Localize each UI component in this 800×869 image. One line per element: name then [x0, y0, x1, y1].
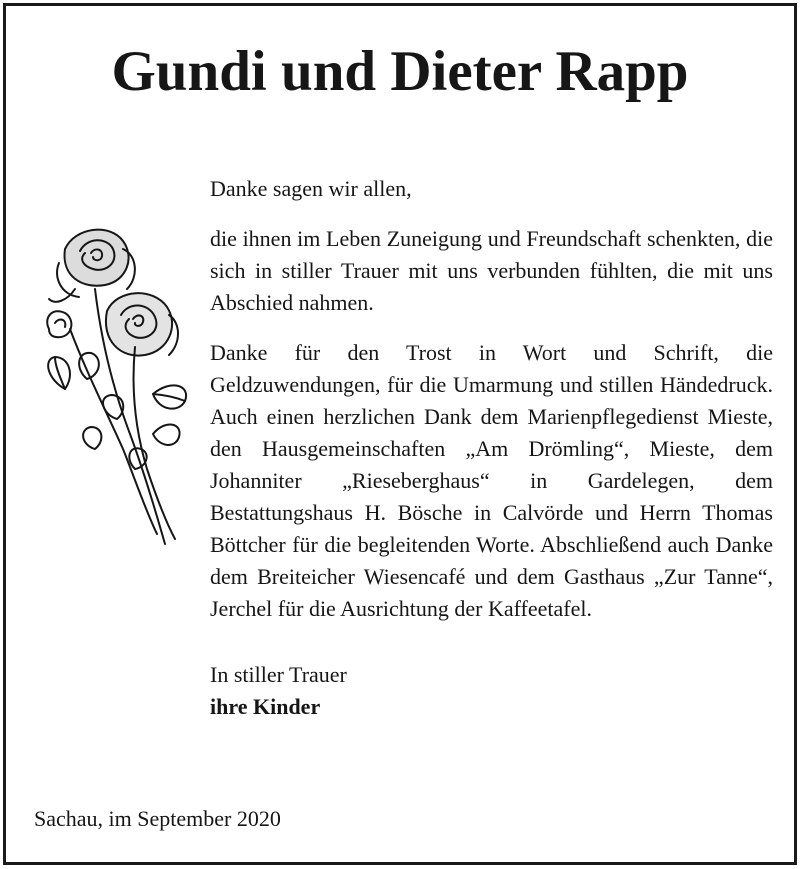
paragraph-thanks-details: Danke für den Trost in Wort und Schrift, die Geldzuwendungen, für die Umarmung und stillen Händedruck. Auch einen herzlichen Dank dem Marienpflegedienst Mieste, den Hausgemeinschaften „Am Drömling“, Mieste, dem Johanniter „Rieseberghaus“ in Gardelegen, dem Bestattungshaus H. Bösche in Calvörde und Herrn Thomas Böttcher für die begleitenden Worte. Abschließend auch Danke dem Breiteicher Wiesencafé und dem Gasthaus „Zur Tanne“, Jerchel für die Ausrichtung der Kaffeetafel.: [210, 340, 773, 621]
roses-icon: [35, 219, 200, 554]
place-and-date: Sachau, im September 2020: [34, 806, 281, 831]
notice-body: [210, 173, 773, 723]
greeting-text: Danke sagen wir allen,: [210, 176, 412, 201]
signature: ihre Kinder: [210, 694, 321, 719]
obituary-notice: [3, 3, 797, 865]
closing-line: In stiller Trauer: [210, 662, 347, 687]
paragraph-thanks-support: die ihnen im Leben Zuneigung und Freundschaft schenkten, die sich in stiller Trauer mit uns verbunden fühlten, die mit uns Abschied nahmen.: [210, 226, 773, 315]
notice-title: Gundi und Dieter Rapp: [111, 40, 689, 103]
